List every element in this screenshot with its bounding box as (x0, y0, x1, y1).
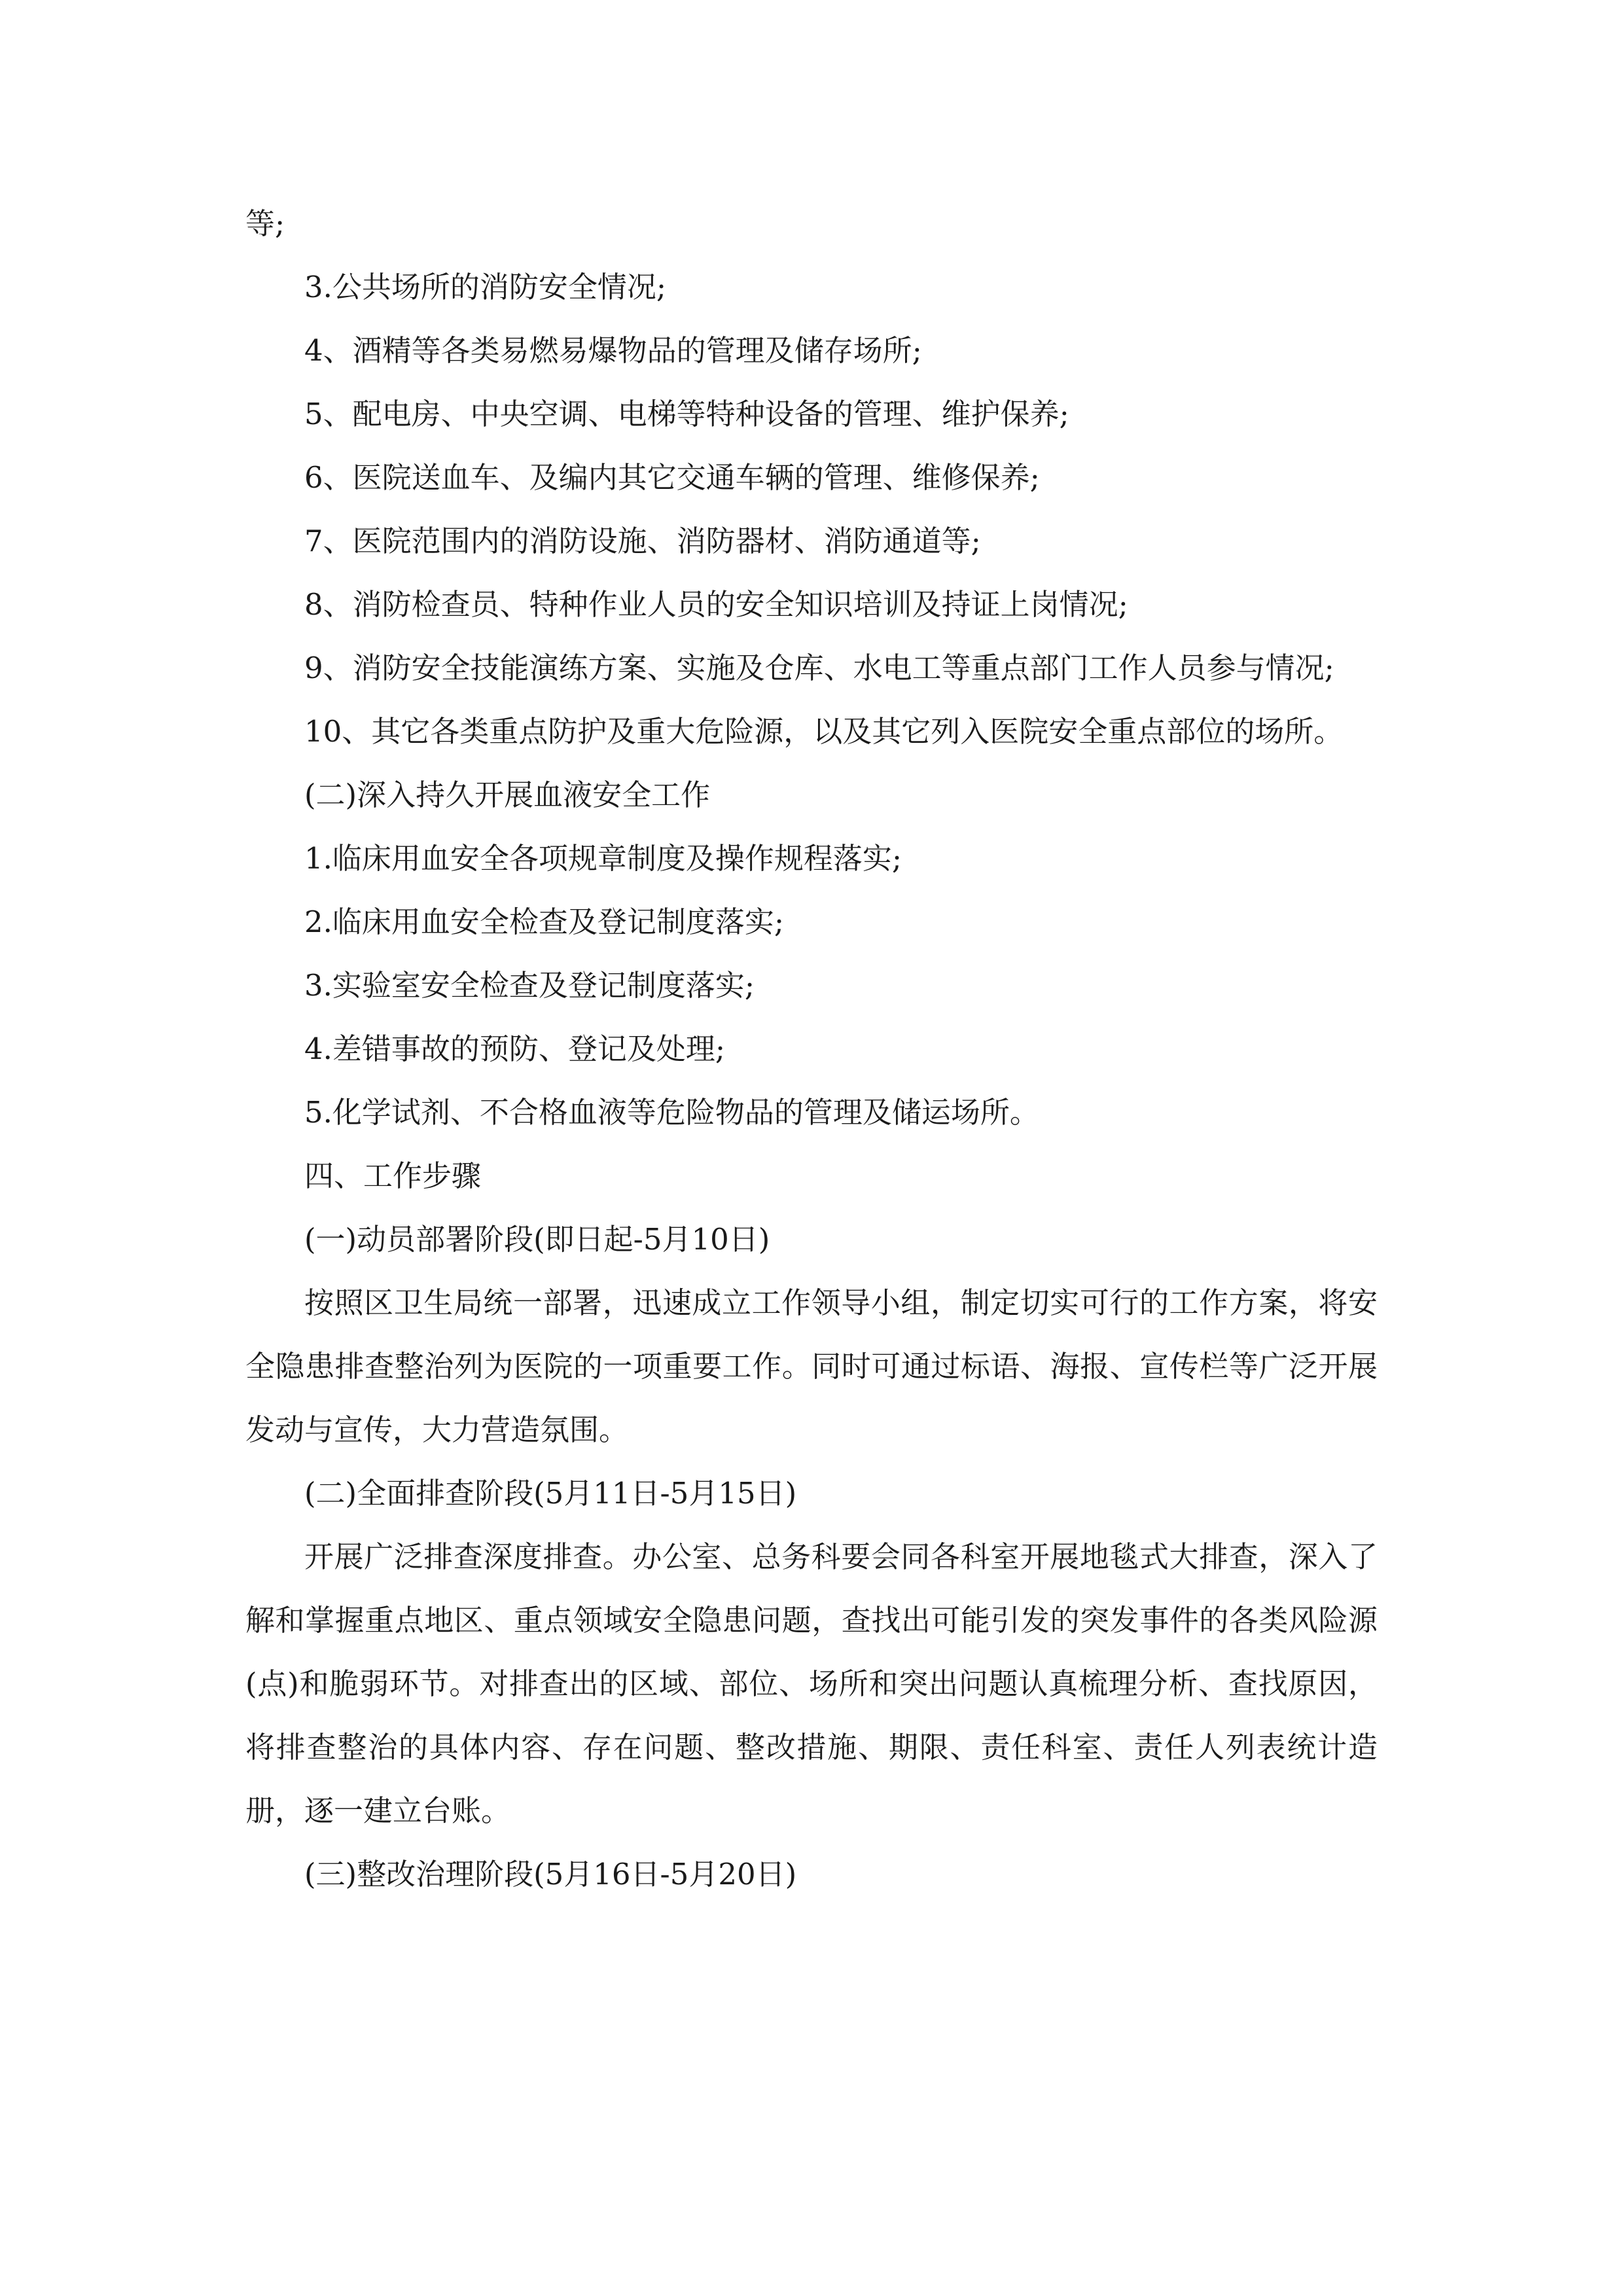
list-item-training: 8、消防检查员、特种作业人员的安全知识培训及持证上岗情况; (304, 587, 1128, 622)
list-item-special-equipment: 5、配电房、中央空调、电梯等特种设备的管理、维护保养; (304, 397, 1069, 431)
list-item-fire-facilities: 7、医院范围内的消防设施、消防器材、消防通道等; (304, 524, 981, 558)
section-heading-work-steps: 四、工作步骤 (304, 1158, 482, 1193)
list-item-public-places: 3.公共场所的消防安全情况; (304, 270, 667, 304)
list-item-vehicles: 6、医院送血车、及编内其它交通车辆的管理、维修保养; (304, 460, 1040, 495)
list-item-blood-rules: 1.临床用血安全各项规章制度及操作规程落实; (304, 841, 902, 876)
paragraph-inspection: 开展广泛排查深度排查。办公室、总务科要会同各科室开展地毯式大排查，深入了解和掌握重点地区、重点领域安全隐患问题，查找出可能引发的突发事件的各类风险源(点)和脆弱环节。对排查出的区域、部位、场所和突出问题认真梳理分析、查找原因，将排查整治的具体内容、存在问题、整改措施、期限、责任科室、责任人列表统计造册，逐一建立台账。 (245, 1539, 1378, 1828)
phase-heading-mobilization: (一)动员部署阶段(即日起-5月10日) (304, 1222, 770, 1257)
list-item-chemicals: 5.化学试剂、不合格血液等危险物品的管理及储运场所。 (304, 1095, 1039, 1130)
paragraph-mobilization: 按照区卫生局统一部署，迅速成立工作领导小组，制定切实可行的工作方案，将安全隐患排查整治列为医院的一项重要工作。同时可通过标语、海报、宣传栏等广泛开展发动与宣传，大力营造氛围。 (245, 1285, 1378, 1447)
list-item-lab-inspection: 3.实验室安全检查及登记制度落实; (304, 968, 755, 1003)
paragraph-continuation: 等; (245, 206, 285, 241)
document-body (245, 192, 1378, 1906)
section-heading-blood-safety: (二)深入持久开展血液安全工作 (304, 778, 711, 812)
list-item-hazard-sources: 10、其它各类重点防护及重大危险源，以及其它列入医院安全重点部位的场所。 (304, 714, 1344, 749)
list-item-accident-prevention: 4.差错事故的预防、登记及处理; (304, 1031, 726, 1066)
list-item-drills: 9、消防安全技能演练方案、实施及仓库、水电工等重点部门工作人员参与情况; (304, 651, 1334, 685)
list-item-blood-inspection: 2.临床用血安全检查及登记制度落实; (304, 905, 785, 939)
list-item-flammables: 4、酒精等各类易燃易爆物品的管理及储存场所; (304, 333, 922, 368)
phase-heading-inspection: (二)全面排查阶段(5月11日-5月15日) (304, 1476, 797, 1511)
phase-heading-rectification: (三)整改治理阶段(5月16日-5月20日) (304, 1857, 797, 1892)
